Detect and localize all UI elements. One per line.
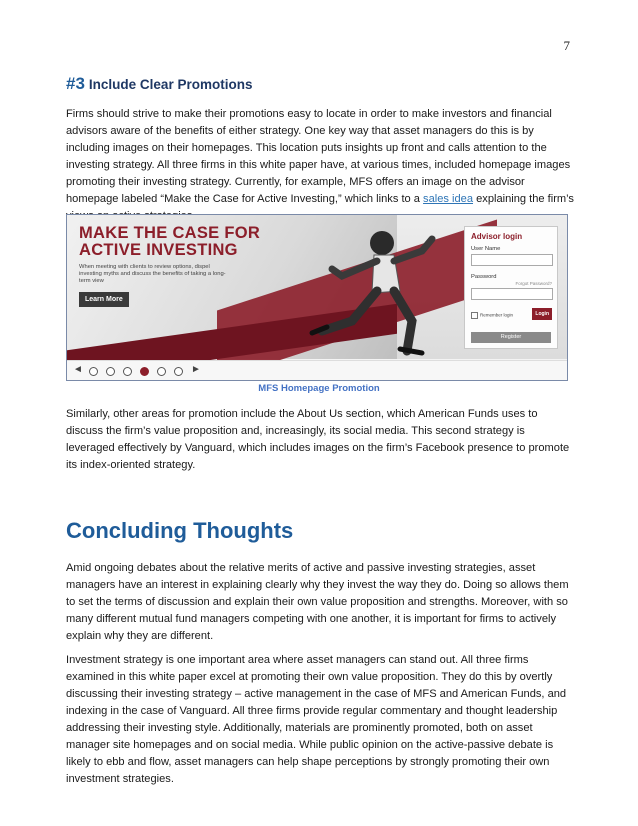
carousel-dot[interactable] <box>89 367 98 376</box>
promo-banner <box>67 215 567 359</box>
remember-login[interactable] <box>471 312 513 319</box>
carousel-dot[interactable] <box>174 367 183 376</box>
promotion-areas-paragraph: Similarly, other areas for promotion include the About Us section, which American Funds uses to discuss the firm’s value proposition and, increasingly, its social media. This second strategy is leveraged effectively by Vanguard, which includes images on the firm’s Facebook presence to promote its index-oriented strategy. <box>66 408 570 471</box>
carousel-controls <box>67 360 567 381</box>
register-button[interactable]: Register <box>471 332 551 343</box>
carousel-left-arrow-icon[interactable]: ◄ <box>73 364 83 375</box>
promotions-paragraph <box>66 106 576 225</box>
advisor-login-panel <box>464 226 558 349</box>
paragraph-text: Firms should strive to make their promotions easy to locate in order to make investors and financial advisors aware of the benefits of either strategy. One key way that asset managers do this is by including images on their homepages. This location puts insights up front and calls attention to the investing strategy. All three firms in this white paper have, at various times, included homepage images promoting their investing strategy. Currently, for example, MFS offers an image on the advisor homepage labeled “Make the Case for Active Investing,” which links to a <box>66 108 571 205</box>
carousel-dot[interactable] <box>123 367 132 376</box>
section-number: #3 <box>66 74 85 93</box>
user-name-label: User Name <box>471 246 501 252</box>
promo-title-line1: MAKE THE CASE FOR <box>79 224 261 242</box>
mfs-promo-image <box>66 214 568 381</box>
concluding-paragraph-2: Investment strategy is one important area where asset managers can stand out. All three firms examined in this white paper excel at promoting their own value proposition. They do this by overtly discussing their investing strategy – active management in the case of MFS and American Funds, and indexing in the case of Vanguard. All three firms provide regular commentary and thought leadership addressing their investing style. Additionally, materials are prominently promoted, both on asset manager site homepages and on social media. While public opinion on the active-passive debate is likely to ebb and flow, asset managers can help shape perceptions by strongly promoting their own investment strategies. <box>66 654 567 785</box>
forgot-password-link[interactable]: Forgot Password? <box>515 281 552 286</box>
promo-title-line2: ACTIVE INVESTING <box>79 241 238 259</box>
section-heading <box>66 74 252 94</box>
password-label: Password <box>471 274 497 280</box>
section-title: Include Clear Promotions <box>88 77 253 92</box>
login-button[interactable]: Login <box>532 308 552 320</box>
sales-idea-link[interactable]: sales idea <box>423 193 474 205</box>
promo-text: When meeting with clients to review options, dispel investing myths and discuss the benefits of taking a long-term view <box>79 264 226 284</box>
page-number: 7 <box>563 38 570 53</box>
carousel-dot[interactable] <box>157 367 166 376</box>
promo-title <box>79 225 260 259</box>
learn-more-button[interactable]: Learn More <box>79 292 129 307</box>
user-name-input[interactable] <box>471 254 553 266</box>
runner-photo <box>282 221 452 359</box>
carousel-dot[interactable] <box>106 367 115 376</box>
remember-checkbox[interactable] <box>471 312 478 319</box>
password-input[interactable] <box>471 288 553 300</box>
login-title: Advisor login <box>471 232 523 241</box>
paragraph-text-end: explaining the firm’s <box>476 193 574 205</box>
figure-caption: MFS Homepage Promotion <box>258 383 380 394</box>
carousel-right-arrow-icon[interactable]: ► <box>191 364 201 375</box>
concluding-heading: Concluding Thoughts <box>66 518 294 543</box>
carousel-dot-active[interactable] <box>140 367 149 376</box>
concluding-paragraph-1: Amid ongoing debates about the relative merits of active and passive investing strategies, asset managers have an interest in explaining clearly why they invest the way they do. Doing so allows them to set the terms of discussion and explain their own value proposition and strengths. Moreover, with so many different mutual fund managers competing with one another, it is important for firms to actively explain why they are different. <box>66 562 569 642</box>
remember-login-label: Remember login <box>480 312 514 318</box>
